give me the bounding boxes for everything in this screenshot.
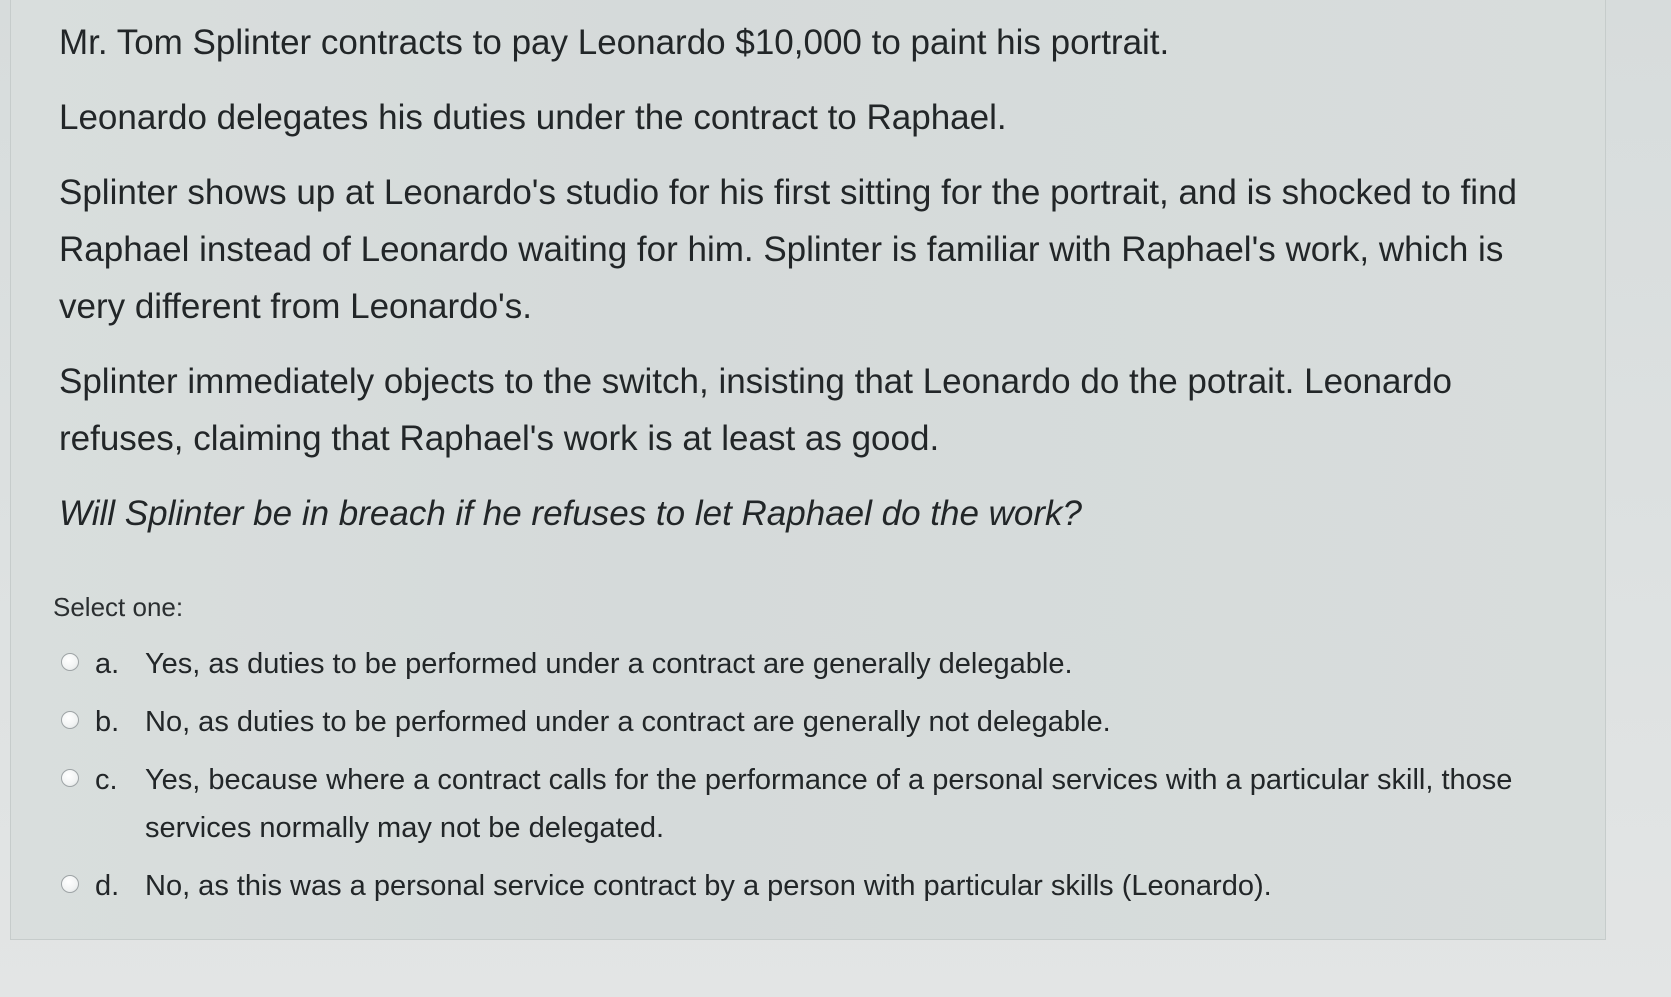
- radio-button-a[interactable]: [61, 653, 79, 671]
- question-paragraph-2: Leonardo delegates his duties under the contract to Raphael.: [59, 98, 1007, 137]
- radio-button-d[interactable]: [61, 875, 79, 893]
- answer-letter-d: d.: [95, 870, 120, 902]
- answer-option-d[interactable]: [61, 862, 1581, 910]
- radio-button-c[interactable]: [61, 769, 79, 787]
- question-text: [59, 14, 1579, 542]
- answer-text-a: Yes, as duties to be performed under a contract are generally delegable.: [145, 648, 1073, 680]
- answer-option-b[interactable]: [61, 698, 1581, 746]
- answer-letter-a: a.: [95, 648, 120, 680]
- answer-option-c[interactable]: [61, 756, 1581, 852]
- answer-text-d: No, as this was a personal service contract by a person with particular skills (Leonardo).: [145, 870, 1272, 902]
- answer-option-a[interactable]: [61, 640, 1581, 688]
- answer-letter-c: c.: [95, 764, 118, 796]
- question-card: [10, 0, 1606, 940]
- radio-button-b[interactable]: [61, 711, 79, 729]
- question-paragraph-1: Mr. Tom Splinter contracts to pay Leonardo $10,000 to paint his portrait.: [59, 23, 1170, 62]
- answer-letter-b: b.: [95, 706, 120, 738]
- select-one-label: Select one:: [53, 592, 184, 622]
- question-paragraph-3: Splinter shows up at Leonardo's studio for his first sitting for the portrait, and is shocked to find Raphael instead of Leonardo waiting for him. Splinter is familiar with Raphael's work, which is very different from Leonardo's.: [59, 173, 1518, 326]
- answer-text-b: No, as duties to be performed under a contract are generally not delegable.: [145, 706, 1111, 738]
- question-paragraph-4: Splinter immediately objects to the switch, insisting that Leonardo do the potrait. Leonardo refuses, claiming that Raphael's work is at least as good.: [59, 362, 1453, 458]
- question-prompt: Will Splinter be in breach if he refuses to let Raphael do the work?: [59, 494, 1083, 533]
- answer-options: [61, 640, 1581, 920]
- answer-text-c: Yes, because where a contract calls for the performance of a personal services with a particular skill, those services normally may not be delegated.: [145, 764, 1513, 844]
